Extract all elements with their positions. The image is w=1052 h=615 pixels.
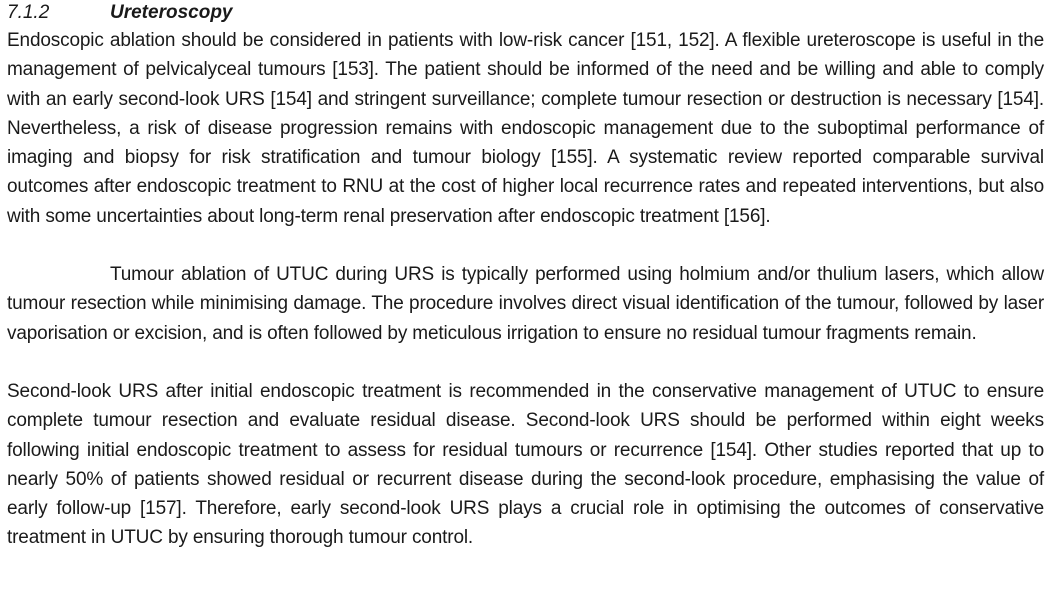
paragraph-second-look-urs: Second-look URS after initial endoscopic treatment is recommended in the conservative management of UTUC to ensure complete tumour resection and evaluate residual disease. Second-look URS should be performed within eight weeks following initial endoscopic treatment to assess for residual tumours or recurrence [154]. Other studies reported that up to nearly 50% of patients showed residual or recurrent disease during the second-look procedure, emphasising the value of early follow-up [157]. Therefore, early second-look URS plays a crucial role in optimising the outcomes of conservative treatment in UTUC by ensuring thorough tumour control.	[7, 380, 1044, 549]
section-title: Ureteroscopy	[110, 2, 233, 23]
section-heading	[7, 0, 1044, 26]
paragraph-tumour-ablation: Tumour ablation of UTUC during URS is typically performed using holmium and/or thulium lasers, which allow tumour resection while minimising damage. The procedure involves direct visual identification of the tumour, followed by laser vaporisation or excision, and is often followed by meticulous irrigation to ensure no residual tumour fragments remain.	[7, 264, 1044, 344]
document-page	[7, 0, 1044, 553]
section-number: 7.1.2	[7, 2, 50, 23]
paragraph-endoscopic-ablation: Endoscopic ablation should be considered in patients with low-risk cancer [151, 152]. A flexible ureteroscope is useful in the management of pelvicalyceal tumours [153]. The patient should be informed of the need and be willing and able to comply with an early second-look URS [154] and stringent surveillance; complete tumour resection or destruction is necessary [154]. Nevertheless, a risk of disease progression remains with endoscopic management due to the suboptimal performance of imaging and biopsy for risk stratification and tumour biology [155]. A systematic review reported comparable survival outcomes after endoscopic treatment to RNU at the cost of higher local recurrence rates and repeated interventions, but also with some uncertainties about long-term renal preservation after endoscopic treatment [156].	[7, 30, 1044, 227]
